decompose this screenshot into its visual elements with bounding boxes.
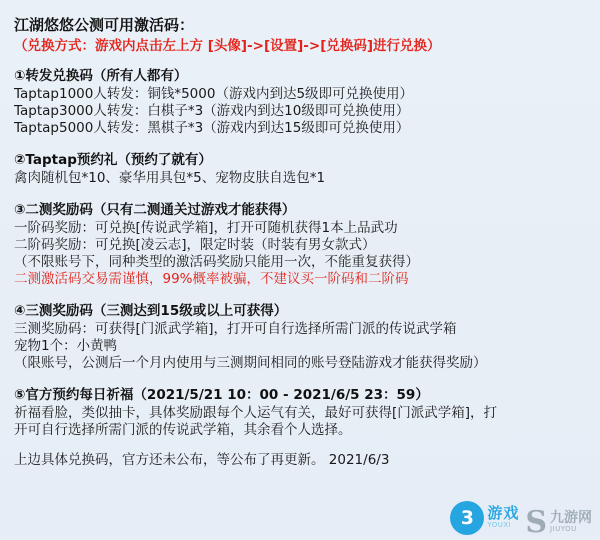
spacer (14, 288, 586, 301)
scam-warning: 二测激活码交易需谨慎，99%概率被骗，不建议买一阶码和二阶码 (14, 271, 409, 287)
section-line: 祈福看脸，类似抽卡，具体奖励跟每个人运气有关，最好可获得[门派武学箱]，打 (14, 405, 498, 421)
section-heading: ④三测奖励码（三测达到15级或以上可获得） (14, 303, 288, 319)
section-line: 宠物1个：小黄鸭 (14, 338, 118, 354)
section-second-test-codes (14, 200, 586, 288)
section-forward-codes (14, 66, 586, 137)
footer-note: 上边具体兑换码，官方还未公布，等公布了再更新。 2021/6/3 (14, 452, 390, 468)
watermark-jiuyou-label (550, 511, 592, 533)
spacer (14, 55, 586, 66)
section-line: Taptap5000人转发：黑棋子*3（游戏内到达15级即可兑换使用） (14, 120, 410, 136)
section-heading: ⑤官方预约每日祈福（2021/5/21 10：00 - 2021/6/5 23：59） (14, 387, 429, 403)
section-line: 三测奖励码：可获得[门派武学箱]，打开可自行选择所需门派的传说武学箱 (14, 321, 457, 337)
watermark-jiuyou (525, 504, 592, 540)
spacer (14, 439, 586, 452)
section-third-test-codes (14, 301, 586, 372)
section-line: Taptap1000人转发：铜钱*5000（游戏内到达5级即可兑换使用） (14, 86, 414, 102)
watermark-youxi (450, 501, 519, 535)
redeem-method-note: （兑换方式：游戏内点击左上方 [头像]->[设置]->[兑换码]进行兑换） (14, 38, 441, 54)
watermark-youxi-label (487, 506, 519, 529)
section-daily-blessing (14, 385, 586, 439)
section-line: 禽肉随机包*10、豪华用具包*5、宠物皮肤自选包*1 (14, 170, 326, 186)
section-line: 一阶码奖励：可兑换[传说武学箱]，打开可随机获得1本上品武功 (14, 220, 398, 236)
section-line: （限账号，公测后一个月内使用与三测期间相同的账号登陆游戏才能获得奖励） (14, 355, 487, 371)
watermark-group (450, 501, 592, 540)
spacer (14, 137, 586, 150)
section-taptap-reservation (14, 150, 586, 187)
section-line: 开可自行选择所需门派的传说武学箱，其余看个人选择。 (14, 422, 352, 438)
watermark-jiuyou-text: 九游网 (550, 510, 592, 527)
section-line: （不限账号下，同种类型的激活码奖励只能用一次，不能重复获得） (14, 254, 419, 270)
watermark-youxi-text: 游戏 (487, 504, 520, 523)
watermark-badge-icon: 3 (450, 501, 484, 535)
watermark-youxi-sub: YOUXI (487, 521, 512, 530)
section-heading: ②Taptap预约礼（预约了就有） (14, 152, 212, 168)
section-line: 二阶码奖励：可兑换[凌云志]，限定时装（时装有男女款式） (14, 237, 376, 253)
watermark-s-icon: S (525, 504, 547, 540)
page-title: 江湖悠悠公测可用激活码： (14, 16, 195, 34)
section-line: Taptap3000人转发：白棋子*3（游戏内到达10级即可兑换使用） (14, 103, 410, 119)
spacer (14, 372, 586, 385)
watermark-jiuyou-sub: JIUYOU (550, 524, 577, 533)
spacer (14, 187, 586, 200)
section-heading: ③二测奖励码（只有二测通关过游戏才能获得） (14, 202, 296, 218)
section-heading: ①转发兑换码（所有人都有） (14, 68, 188, 84)
